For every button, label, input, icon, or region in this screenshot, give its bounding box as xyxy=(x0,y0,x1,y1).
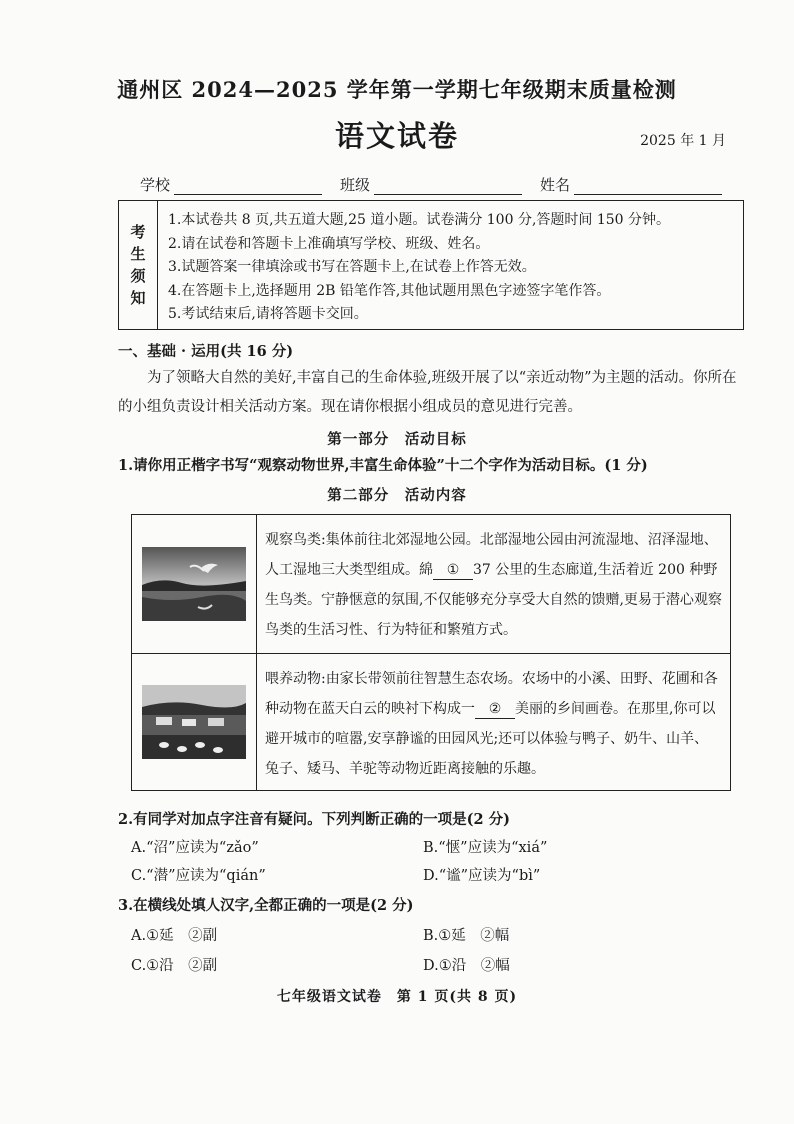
notice-label: 考 生 须 知 xyxy=(119,201,158,329)
notice-item: 4.在答题卡上,选择题用 2B 铅笔作答,其他试题用黑色字迹签字笔作答。 xyxy=(168,282,611,299)
q2-option-a[interactable]: A.“沼”应读为“zǎo” xyxy=(131,840,259,856)
q2-option-c[interactable]: C.“潜”应读为“qián” xyxy=(131,868,266,884)
name-field[interactable]: 姓名 xyxy=(540,174,722,195)
exam-title: 通州区 2024—2025 学年第一学期七年级期末质量检测 xyxy=(117,77,677,102)
question-1: 1.请你用正楷字书写“观察动物世界,丰富生命体验”十二个字作为活动目标。(1 分) xyxy=(118,457,648,474)
section-intro: 为了领略大自然的美好,丰富自己的生命体验,班级开展了以“亲近动物”为主题的活动。你所在的小组负责设计相关活动方案。现在请你根据小组成员的意见进行完善。 xyxy=(118,370,737,415)
feeding-animals-text: 喂养动物:由家长带领前往智慧生态农场。农场中的小溪、田野、花圃和各种动物在蓝天白云的映衬下构成一 ② 美丽的乡间画卷。在那里,你可以避开城市的喧嚣,安享静谧的田园风光;还可以体验与鸭子、奶牛、山羊、兔子、矮马、羊驼等动物近距离接触的乐趣。 xyxy=(265,671,718,777)
exam-subtitle: 语文试卷 xyxy=(334,119,459,153)
q3-option-b[interactable]: B.①延 ②幅 xyxy=(423,928,510,944)
notice-item: 5.考试结束后,请将答题卡交回。 xyxy=(168,306,368,322)
notice-items xyxy=(158,201,670,329)
notice-item: 3.试题答案一律填涂或书写在答题卡上,在试卷上作答无效。 xyxy=(168,259,536,275)
table-row xyxy=(132,654,730,790)
blank-2[interactable]: ② xyxy=(475,700,515,719)
q2-option-b[interactable]: B.“惬”应读为“xiá” xyxy=(423,840,548,856)
farm-animals-photo xyxy=(132,654,257,790)
q3-option-d[interactable]: D.①沿 ②幅 xyxy=(423,958,510,974)
info-fields xyxy=(140,174,740,195)
activity-table xyxy=(131,514,731,791)
page-footer: 七年级语文试卷 第 1 页(共 8 页) xyxy=(276,989,518,1005)
part2-title: 第二部分 活动内容 xyxy=(327,487,467,504)
class-field[interactable]: 班级 xyxy=(340,174,522,195)
bird-watching-text: 观察鸟类:集体前往北郊湿地公园。北部湿地公园由河流湿地、沼泽湿地、人工湿地三大类型组成。綿 ① 37 公里的生态廊道,生活着近 200 种野生鸟类。宁静惬意的氛围,不仅能够充分享受大自然的馈赠,更易于潜心观察鸟类的生活习性、行为特征和繁殖方式。 xyxy=(265,532,722,638)
q3-option-c[interactable]: C.①沿 ②副 xyxy=(131,958,218,974)
question-3-stem: 3.在横线处填人汉字,全都正确的一项是(2 分) xyxy=(118,897,414,914)
q2-option-d[interactable]: D.“谧”应读为“bì” xyxy=(423,868,541,884)
notice-item: 2.请在试卷和答题卡上准确填写学校、班级、姓名。 xyxy=(168,235,490,252)
part1-title: 第一部分 活动目标 xyxy=(327,431,467,448)
school-field[interactable]: 学校 xyxy=(140,174,322,195)
wetland-bird-photo xyxy=(132,515,257,653)
table-row xyxy=(132,515,730,654)
notice-item: 1.本试卷共 8 页,共五道大题,25 道小题。试卷满分 100 分,答题时间 150 分钟。 xyxy=(168,212,671,228)
q3-option-a[interactable]: A.①延 ②副 xyxy=(131,928,218,944)
blank-1[interactable]: ① xyxy=(433,561,473,580)
question-2-stem: 2.有同学对加点字注音有疑问。下列判断正确的一项是(2 分) xyxy=(118,811,510,828)
exam-notice-box xyxy=(118,200,744,330)
exam-date: 2025 年 1 月 xyxy=(640,133,726,149)
section-heading: 一、基础 · 运用(共 16 分) xyxy=(118,343,294,360)
